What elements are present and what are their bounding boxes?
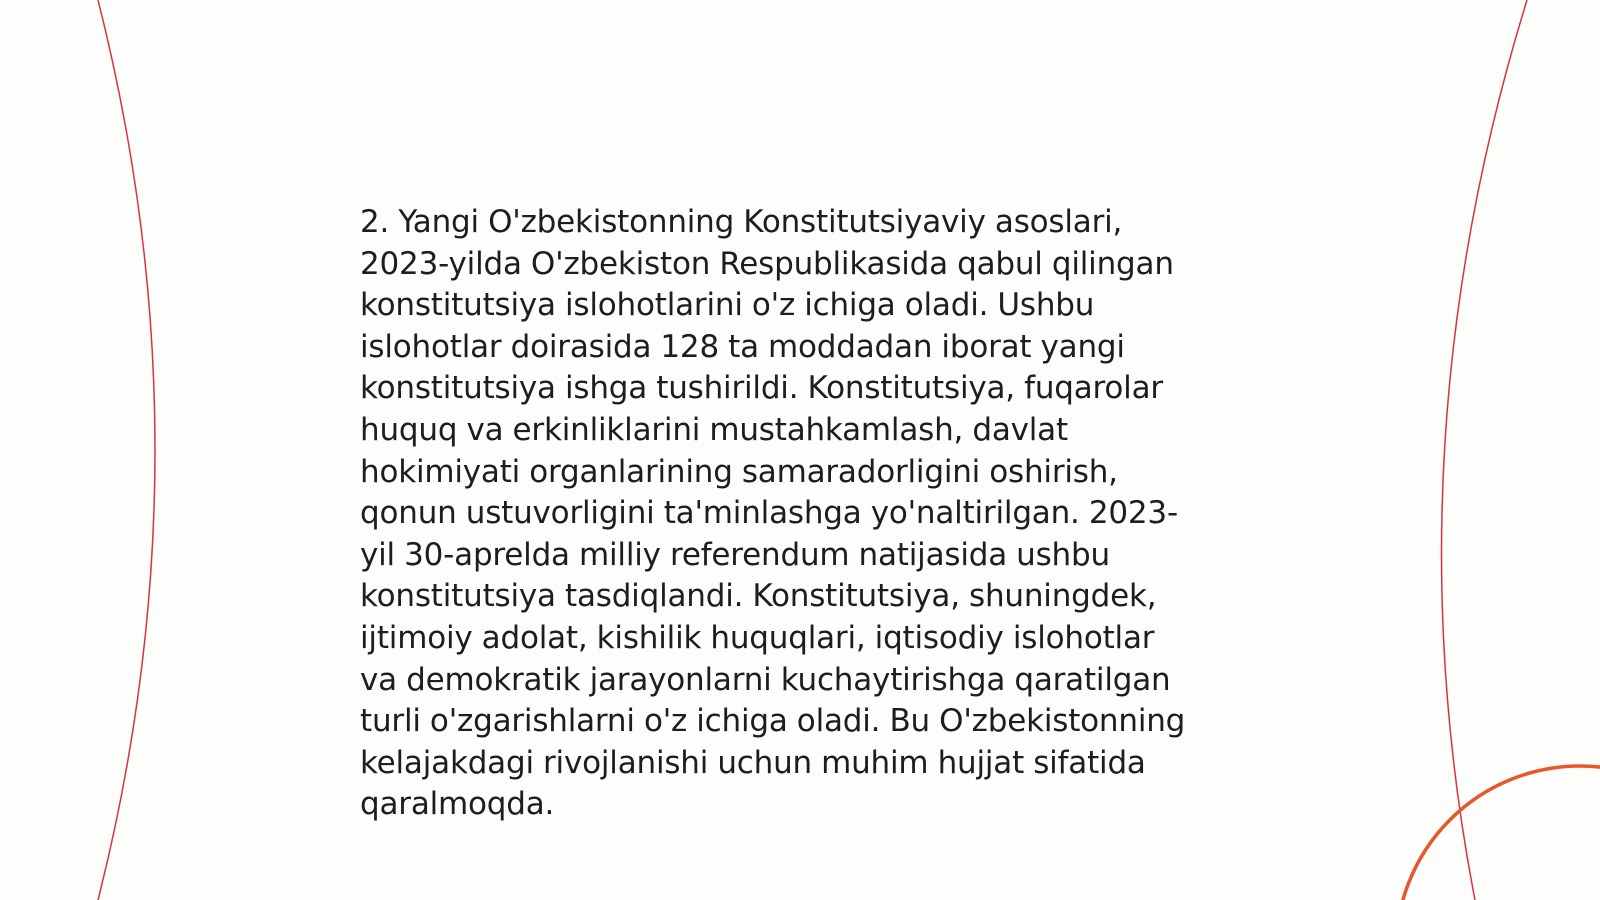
- paragraph-line: konstitutsiya ishga tushirildi. Konstitutsiya, fuqarolar: [360, 370, 1163, 407]
- paragraph-line: islohotlar doirasida 128 ta moddadan iborat yangi: [360, 328, 1125, 365]
- paragraph-line: qonun ustuvorligini ta'minlashga yo'naltirilgan. 2023-: [360, 495, 1178, 532]
- paragraph-line: konstitutsiya islohotlarini o'z ichiga oladi. Ushbu: [360, 287, 1095, 324]
- paragraph-line: ijtimoiy adolat, kishilik huquqlari, iqtisodiy islohotlar: [360, 619, 1155, 656]
- paragraph-line: kelajakdagi rivojlanishi uchun muhim hujjat sifatida: [360, 744, 1146, 781]
- right-curve-decoration: [1442, 0, 1527, 900]
- paragraph-line: 2. Yangi O'zbekistonning Konstitutsiyaviy asoslari,: [360, 204, 1123, 240]
- orange-circle-decoration: [1396, 766, 1600, 900]
- slide-body-paragraph: [360, 202, 1260, 826]
- left-curve-decoration: [98, 0, 155, 900]
- paragraph-line: qaralmoqda.: [360, 786, 555, 823]
- paragraph-line: huquq va erkinliklarini mustahkamlash, davlat: [360, 411, 1068, 448]
- paragraph-line: hokimiyati organlarining samaradorligini oshirish,: [360, 453, 1118, 490]
- paragraph-line: turli o'zgarishlarni o'z ichiga oladi. Bu O'zbekistonning: [360, 703, 1186, 740]
- paragraph-line: 2023-yilda O'zbekiston Respublikasida qabul qilingan: [360, 245, 1174, 282]
- paragraph-line: konstitutsiya tasdiqlandi. Konstitutsiya, shuningdek,: [360, 578, 1157, 615]
- paragraph-line: yil 30-aprelda milliy referendum natijasida ushbu: [360, 536, 1110, 573]
- paragraph-line: va demokratik jarayonlarni kuchaytirishga qaratilgan: [360, 661, 1171, 698]
